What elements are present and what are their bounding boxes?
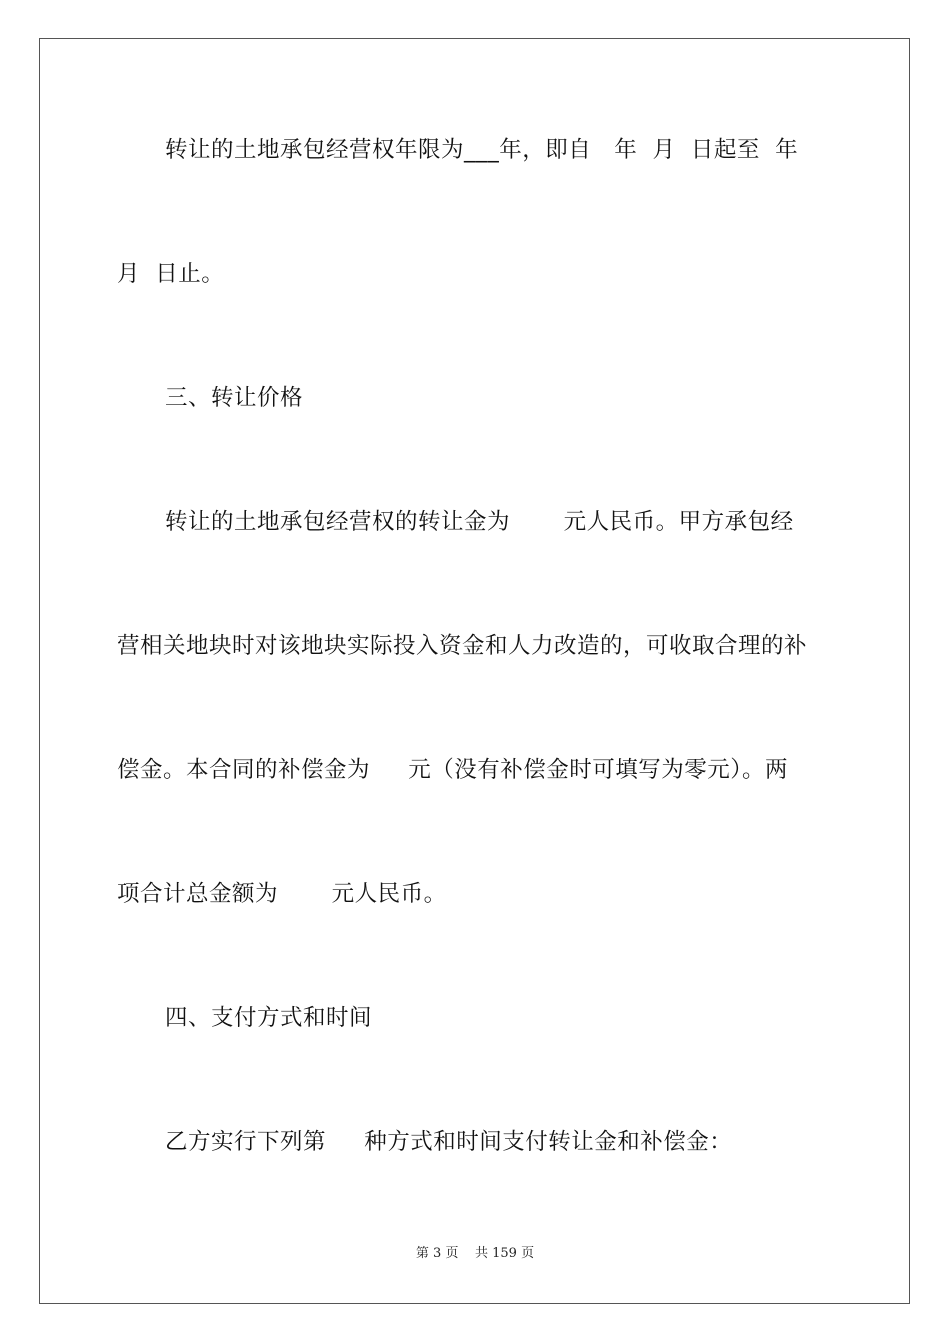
page-border [39, 38, 910, 1304]
paragraph-transfer-fee: 转让的土地承包经营权的转让金为 元人民币。甲方承包经 [165, 509, 794, 535]
paragraph-payment-method: 乙方实行下列第 种方式和时间支付转让金和补偿金： [165, 1129, 733, 1155]
paragraph-total-amount: 项合计总金额为 元人民币。 [117, 881, 447, 907]
paragraph-term-period: 转让的土地承包经营权年限为___年，即自 年 月 日起至 年 [165, 137, 799, 163]
paragraph-compensation: 营相关地块时对该地块实际投入资金和人力改造的，可收取合理的补 [117, 633, 808, 659]
page-number-footer: 第 3 页 共 159 页 [415, 1246, 535, 1261]
paragraph-compensation-amount: 偿金。本合同的补偿金为 元（没有补偿金时可填写为零元）。两 [117, 757, 789, 783]
section-heading-transfer-price: 三、转让价格 [165, 385, 304, 411]
paragraph-term-period-end: 月 日止。 [117, 261, 225, 287]
section-heading-payment: 四、支付方式和时间 [165, 1005, 373, 1031]
